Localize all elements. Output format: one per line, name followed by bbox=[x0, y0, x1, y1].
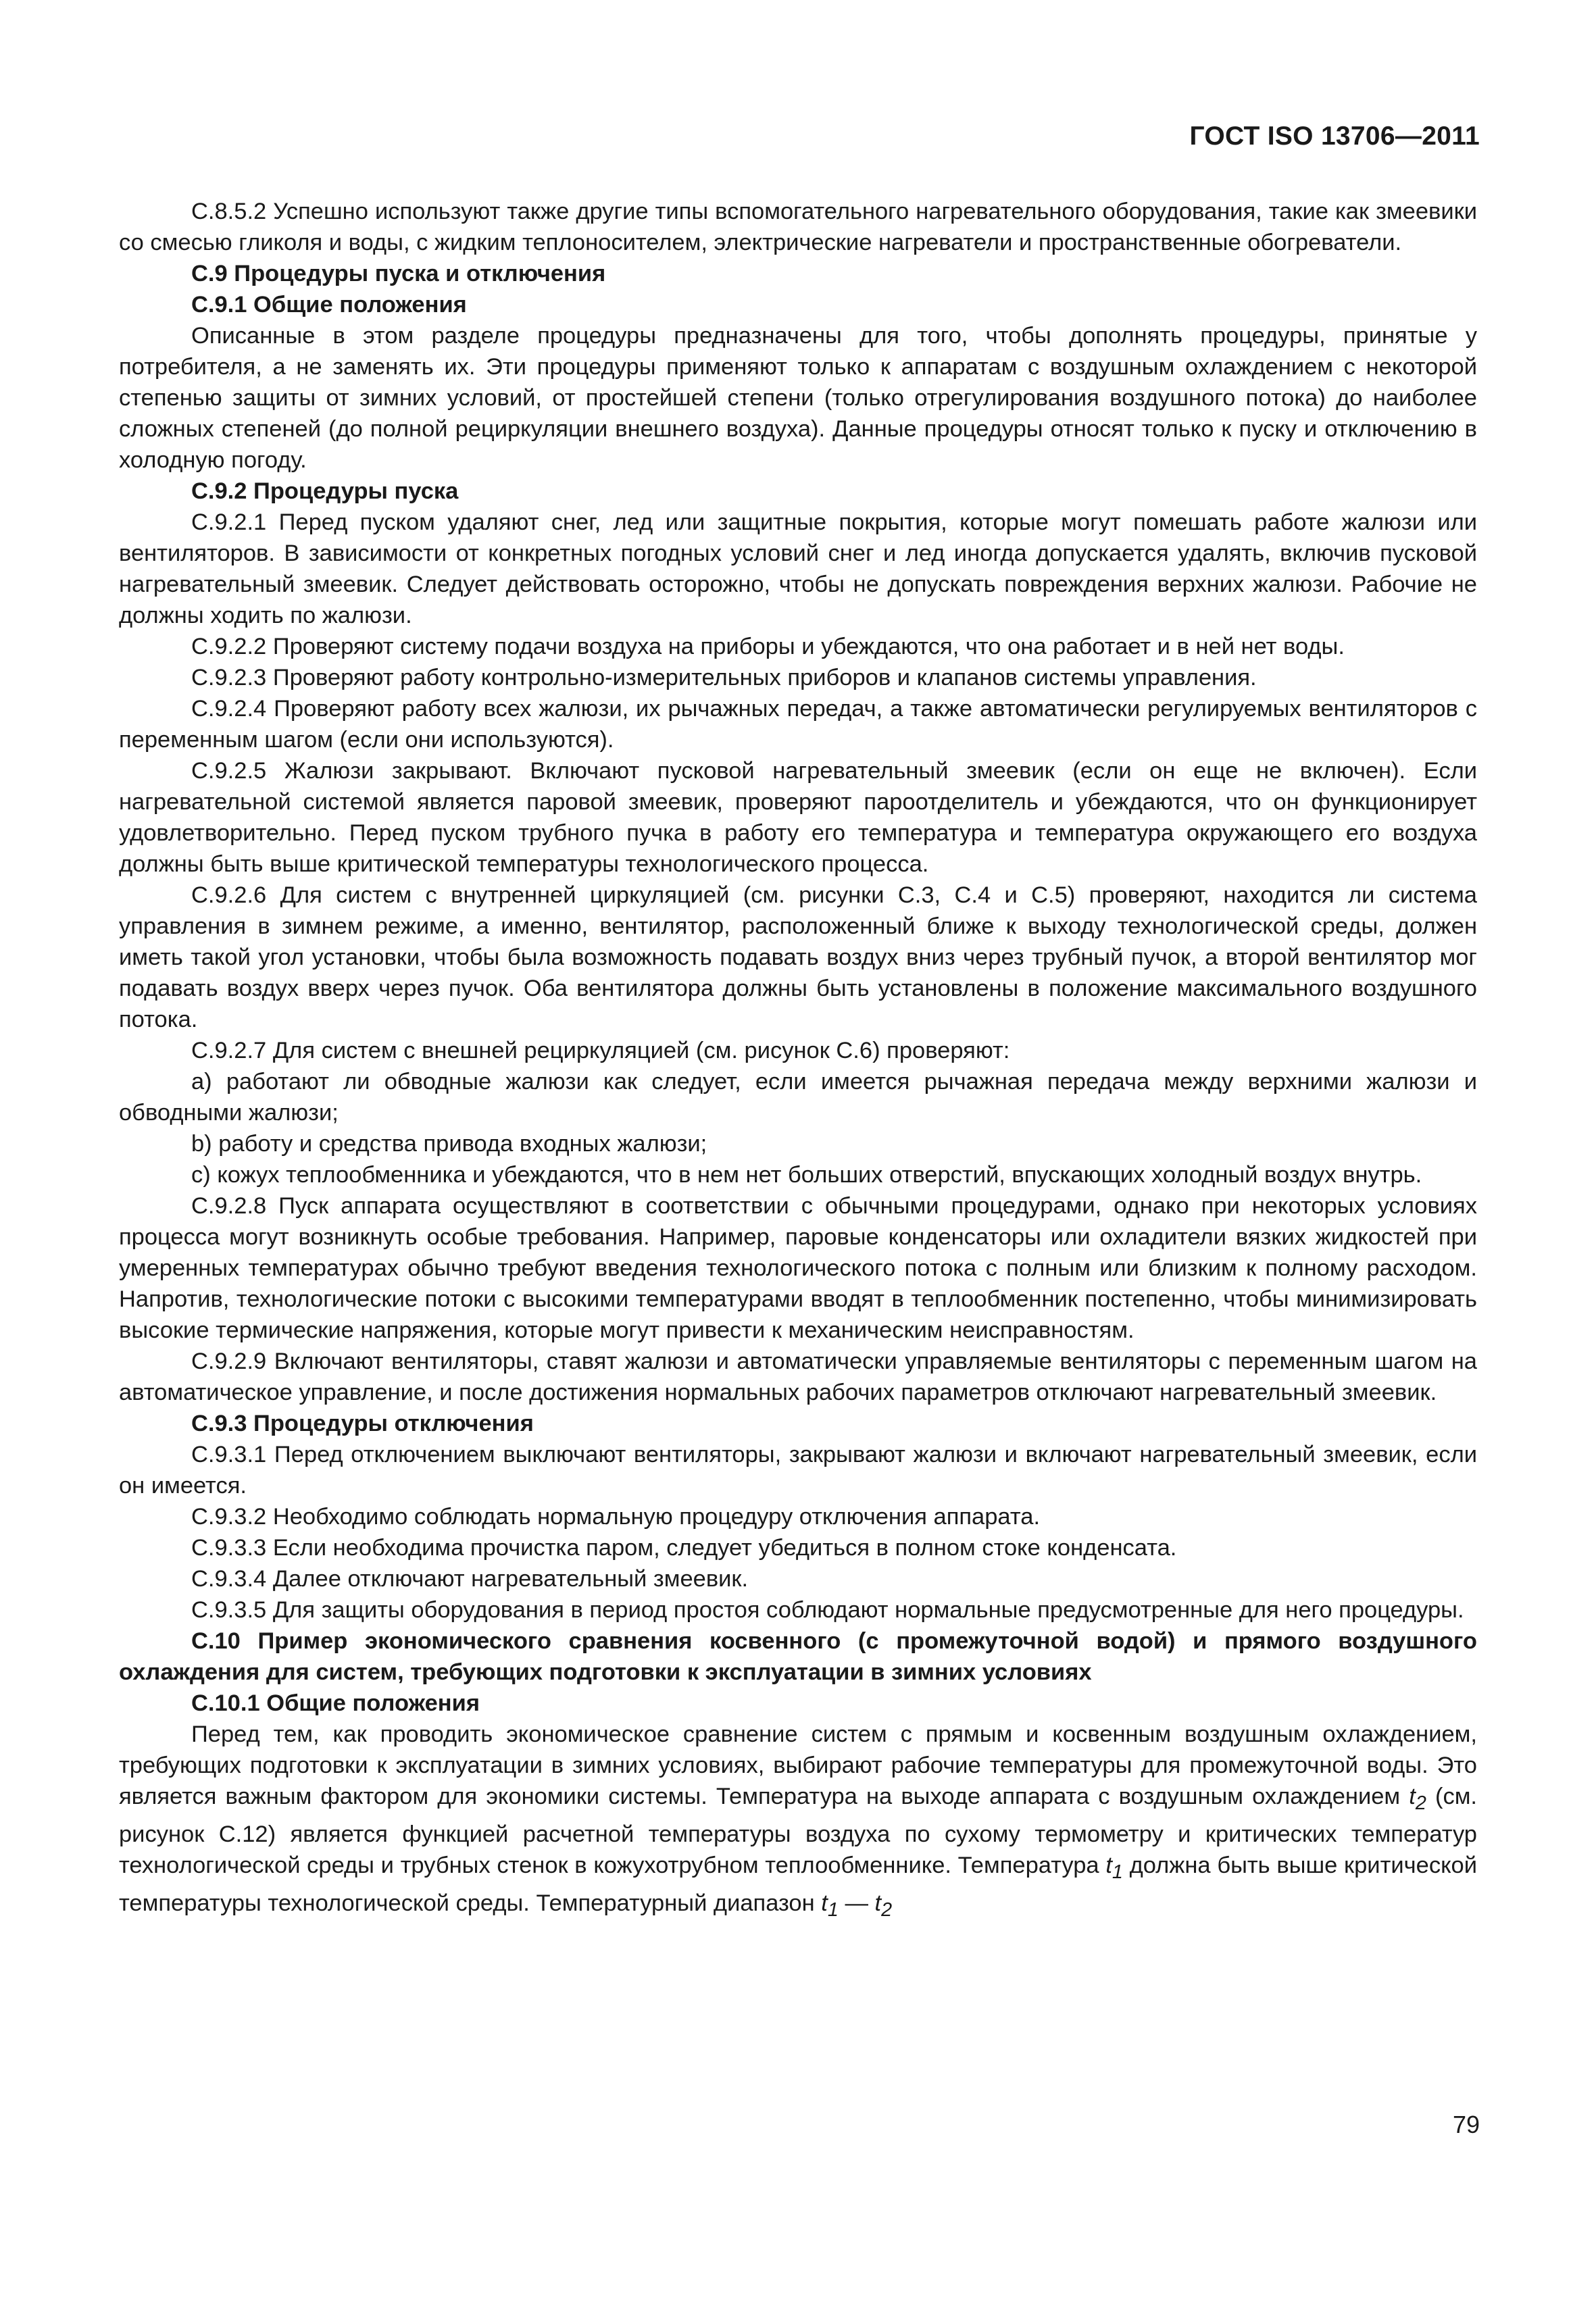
paragraph: С.9.2.9 Включают вентиляторы, ставят жалюзи и автоматически управляемые вентиляторы с переменным шагом на автоматическое управление, и после достижения нормальных рабочих параметров отключают нагревательный змеевик. bbox=[119, 1349, 1477, 1405]
paragraph: С.9.3.4 Далее отключают нагревательный змеевик. bbox=[191, 1566, 749, 1592]
paragraph: С.9.3.3 Если необходима прочистка паром, следует убедиться в полном стоке конденсата. bbox=[191, 1535, 1177, 1561]
paragraph: С.9.3.5 Для защиты оборудования в период простоя соблюдают нормальные предусмотренные для него процедуры. bbox=[191, 1597, 1464, 1623]
section-heading: С.9 Процедуры пуска и отключения bbox=[191, 261, 606, 286]
dash: — bbox=[838, 1890, 875, 1916]
paragraph: С.9.2.2 Проверяют систему подачи воздуха на приборы и убеждаются, что она работает и в ней нет воды. bbox=[191, 634, 1345, 659]
text-fragment: Перед тем, как проводить экономическое сравнение систем с прямым и косвенным воздушным охлаждением, требующих подготовки к эксплуатации в зимних условиях, выбирают рабочие температуры для промежуточной воды. Это является важным фактором для экономики системы. Температура на выходе аппарата с воздушным охлаждением bbox=[119, 1721, 1477, 1809]
document-header: ГОСТ ISO 13706—2011 bbox=[1189, 122, 1480, 151]
text-fragment: должна быть выше критической температуры технологической среды. Температурный диапазон bbox=[119, 1852, 1478, 1916]
section-heading: С.10.1 Общие положения bbox=[191, 1690, 480, 1716]
variable-t2: $t_2$ bbox=[1409, 1784, 1426, 1814]
text-blocks bbox=[119, 196, 1477, 1719]
paragraph: С.9.2.1 Перед пуском удаляют снег, лед или защитные покрытия, которые могут помешать работе жалюзи или вентиляторов. В зависимости от конкретных погодных условий снег и лед иногда допускается удалять, включив пусковой нагревательный змеевик. Следует действовать осторожно, чтобы не допускать повреждения верхних жалюзи. Рабочие не должны ходить по жалюзи. bbox=[119, 509, 1477, 628]
section-heading: С.9.1 Общие положения bbox=[191, 292, 467, 318]
variable-range-t2: $t_2$ bbox=[874, 1890, 893, 1921]
paragraph: С.9.2.4 Проверяют работу всех жалюзи, их рычажных передач, а также автоматически регулируемых вентиляторов с переменным шагом (если они используются). bbox=[119, 696, 1477, 753]
section-heading: С.9.2 Процедуры пуска bbox=[191, 478, 459, 504]
paragraph-c-10-1-text bbox=[119, 1719, 1477, 1926]
paragraph: С.8.5.2 Успешно используют также другие типы вспомогательного нагревательного оборудования, такие как змеевики со смесью гликоля и воды, с жидким теплоносителем, электрические нагреватели и пространственные обогреватели. bbox=[119, 199, 1477, 255]
paragraph: а) работают ли обводные жалюзи как следует, если имеется рычажная передача между верхними жалюзи и обводными жалюзи; bbox=[119, 1069, 1477, 1126]
paragraph: С.9.2.8 Пуск аппарата осуществляют в соответствии с обычными процедурами, однако при некоторых условиях процесса могут возникнуть особые требования. Например, паровые конденсаторы или охладители вязких жидкостей при умеренных температурах обычно требуют введения технологического потока с полным или близким к полному расходом. Напротив, технологические потоки с высокими температурами вводят в теплообменник постепенно, чтобы минимизировать высокие термические напряжения, которые могут привести к механическим неисправностям. bbox=[119, 1193, 1477, 1343]
variable-range-t1: $t_1$ bbox=[821, 1890, 839, 1921]
paragraph: С.9.2.6 Для систем с внутренней циркуляцией (см. рисунки С.3, С.4 и С.5) проверяют, находится ли система управления в зимнем режиме, а именно, вентилятор, расположенный ближе к выходу технологической среды, должен иметь такой угол установки, чтобы была возможность подавать воздух вниз через трубный пучок, а второй вентилятор мог подавать воздух вверх через пучок. Оба вентилятора должны быть установлены в положение максимального воздушного потока. bbox=[119, 882, 1477, 1032]
page-number: 79 bbox=[1452, 2111, 1480, 2138]
section-heading: С.10 Пример экономического сравнения косвенного (с промежуточной водой) и прямого воздушного охлаждения для систем, требующих подготовки к эксплуатации в зимних условиях bbox=[119, 1628, 1477, 1685]
paragraph: С.9.3.1 Перед отключением выключают вентиляторы, закрывают жалюзи и включают нагревательный змеевик, если он имеется. bbox=[119, 1442, 1477, 1499]
variable-t1: $t_1$ bbox=[1105, 1852, 1123, 1883]
paragraph: Описанные в этом разделе процедуры предназначены для того, чтобы дополнять процедуры, принятые у потребителя, а не заменять их. Эти процедуры применяют только к аппаратам с воздушным охлаждением с некоторой степенью защиты от зимних условий, от простейшей степени (только отрегулирования воздушного потока) до наиболее сложных степеней (до полной рециркуляции внешнего воздуха). Данные процедуры относят только к пуску и отключению в холодную погоду. bbox=[119, 323, 1477, 473]
section-heading: С.9.3 Процедуры отключения bbox=[191, 1411, 534, 1436]
paragraph: С.9.2.5 Жалюзи закрывают. Включают пусковой нагревательный змеевик (если он еще не включен). Если нагревательной системой является паровой змеевик, проверяют пароотделитель и убеждаются, что он функционирует удовлетворительно. Перед пуском трубного пучка в работу его температура и температура окружающего его воздуха должны быть выше критической температуры технологического процесса. bbox=[119, 758, 1477, 877]
paragraph: с) кожух теплообменника и убеждаются, что в нем нет больших отверстий, впускающих холодный воздух внутрь. bbox=[191, 1162, 1422, 1188]
document-body bbox=[119, 196, 1477, 1926]
paragraph: b) работу и средства привода входных жалюзи; bbox=[191, 1131, 707, 1157]
paragraph: С.9.2.3 Проверяют работу контрольно-измерительных приборов и клапанов системы управления. bbox=[191, 665, 1257, 690]
paragraph: С.9.2.7 Для систем с внешней рециркуляцией (см. рисунок С.6) проверяют: bbox=[191, 1038, 1010, 1063]
text-fragment: (см. рисунок С.12) является функцией расчетной температуры воздуха по сухому термометру и критических температур технологической среды и трубных стенок в кожухотрубном теплообменнике. Температура bbox=[119, 1784, 1477, 1878]
paragraph: С.9.3.2 Необходимо соблюдать нормальную процедуру отключения аппарата. bbox=[191, 1504, 1041, 1530]
